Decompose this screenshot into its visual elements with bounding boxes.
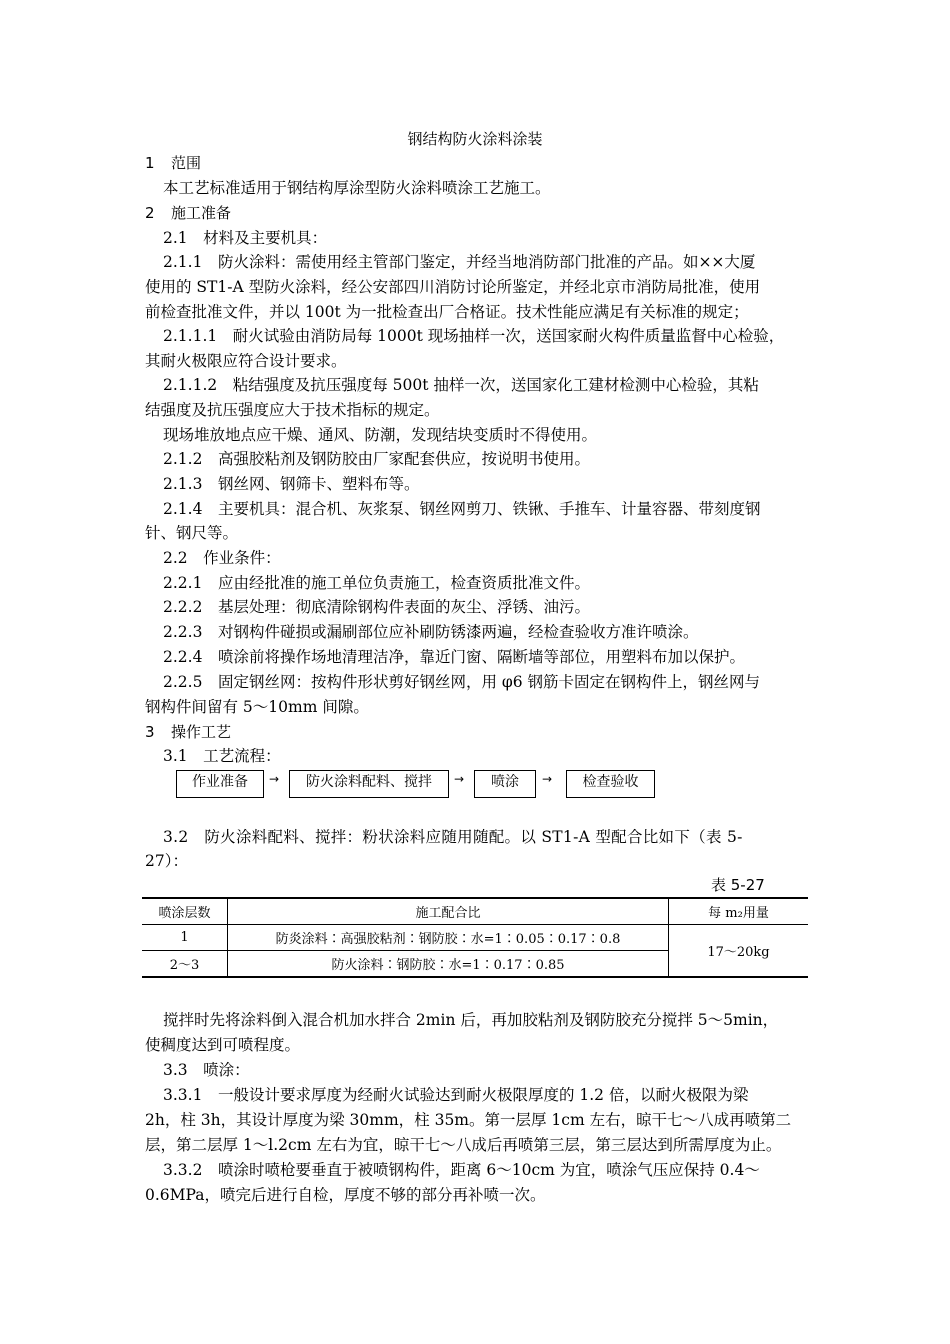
table-header-cell: 喷涂层数	[142, 898, 228, 925]
paragraph: 2.2.2 基层处理：彻底清除钢构件表面的灰尘、浮锈、油污。	[163, 598, 590, 616]
paragraph: 0.6MPa，喷完后进行自检，厚度不够的部分再补喷一次。	[145, 1186, 546, 1204]
paragraph: 使稠度达到可喷程度。	[145, 1036, 301, 1054]
subsection-heading: 3.1 工艺流程：	[163, 747, 281, 765]
paragraph: 2.1.2 高强胶粘剂及钢防胶由厂家配套供应，按说明书使用。	[163, 450, 590, 468]
paragraph: 其耐火极限应符合设计要求。	[145, 352, 347, 370]
table-cell: 防火涂料∶钢防胶∶水=1∶0.17∶0.85	[228, 951, 669, 978]
paragraph: 现场堆放地点应干燥、通风、防潮，发现结块变质时不得使用。	[163, 426, 598, 444]
paragraph: 2.1.3 钢丝网、钢筛卡、塑料布等。	[163, 475, 420, 493]
paragraph: 搅拌时先将涂料倒入混合机加水拌合 2min 后，再加胶粘剂及钢防胶充分搅拌 5～5min，	[163, 1011, 779, 1029]
paragraph: 使用的 ST1-A 型防火涂料，经公安部四川消防讨论所鉴定，并经北京市消防局批准，使用	[145, 278, 761, 296]
arrow-right-icon: →	[454, 772, 465, 786]
paragraph: 2.2.5 固定钢丝网：按构件形状剪好钢丝网，用 φ6 钢筋卡固定在钢构件上，钢丝网与	[163, 673, 761, 691]
flow-step: 检查验收	[566, 770, 655, 798]
mix-ratio-table	[142, 897, 808, 978]
document-title: 钢结构防火涂料涂装	[407, 130, 543, 148]
paragraph: 针、钢尺等。	[145, 524, 239, 542]
paragraph: 3.3.2 喷涂时喷枪要垂直于被喷钢构件，距离 6～10cm 为宜，喷涂气压应保持 0.4～	[163, 1161, 760, 1179]
subsection-heading: 3.3 喷涂：	[163, 1061, 250, 1079]
flow-step: 作业准备	[176, 770, 264, 798]
paragraph: 2.1.1 防火涂料：需使用经主管部门鉴定，并经当地消防部门批准的产品。如××大厦	[163, 253, 756, 271]
paragraph: 2h，柱 3h，其设计厚度为梁 30mm，柱 35m。第一层厚 1cm 左右，晾干七～八成再喷第二	[145, 1111, 792, 1129]
paragraph: 2.2.3 对钢构件碰损或漏刷部位应补刷防锈漆两遍，经检查验收方准许喷涂。	[163, 623, 699, 641]
section-heading-1: 1 范围	[145, 154, 202, 172]
table-cell: 17～20kg	[669, 925, 809, 978]
paragraph: 2.2.1 应由经批准的施工单位负责施工，检查资质批准文件。	[163, 574, 590, 592]
paragraph: 结强度及抗压强度应大于技术指标的规定。	[145, 401, 440, 419]
section-heading-2: 2 施工准备	[145, 204, 232, 222]
paragraph: 本工艺标准适用于钢结构厚涂型防火涂料喷涂工艺施工。	[163, 179, 551, 197]
subsection-heading: 2.2 作业条件：	[163, 549, 281, 567]
table-caption: 表 5-27	[711, 876, 765, 894]
table-cell: 1	[142, 925, 228, 951]
table-cell: 防炎涂料∶高强胶粘剂∶钢防胶∶水=1∶0.05∶0.17∶0.8	[228, 925, 669, 951]
arrow-right-icon: →	[542, 772, 553, 786]
table-header-cell: 施工配合比	[228, 898, 669, 925]
flow-step: 喷涂	[474, 770, 536, 798]
subsection-heading: 2.1 材料及主要机具：	[163, 229, 328, 247]
paragraph: 层，第二层厚 1～l.2cm 左右为宜，晾干七～八成后再喷第三层，第三层达到所需厚度为止。	[145, 1136, 782, 1154]
paragraph: 前检查批准文件，并以 100t 为一批检查出厂合格证。技术性能应满足有关标准的规定；	[145, 303, 749, 321]
table-row	[142, 925, 808, 951]
paragraph: 2.2.4 喷涂前将操作场地清理洁净，靠近门窗、隔断墙等部位，用塑料布加以保护。	[163, 648, 745, 666]
arrow-right-icon: →	[269, 772, 280, 786]
paragraph: 3.3.1 一般设计要求厚度为经耐火试验达到耐火极限厚度的 1.2 倍，以耐火极限为梁	[163, 1086, 749, 1104]
section-heading-3: 3 操作工艺	[145, 723, 232, 741]
paragraph: 2.1.4 主要机具：混合机、灰浆泵、钢丝网剪刀、铁锹、手推车、计量容器、带刻度钢	[163, 500, 761, 518]
table-cell: 2～3	[142, 951, 228, 978]
paragraph: 2.1.1.1 耐火试验由消防局每 1000t 现场抽样一次，送国家耐火构件质量监督中心检验，	[163, 327, 785, 345]
paragraph: 27）：	[145, 852, 188, 870]
flow-step: 防火涂料配料、搅拌	[289, 770, 449, 798]
table-header-row	[142, 898, 808, 925]
paragraph: 2.1.1.2 粘结强度及抗压强度每 500t 抽样一次，送国家化工建材检测中心检验，其粘	[163, 376, 759, 394]
table-header-cell: 每 m₂用量	[669, 898, 809, 925]
paragraph: 3.2 防火涂料配料、搅拌：粉状涂料应随用随配。以 ST1-A 型配合比如下（表 5-	[163, 828, 743, 846]
paragraph: 钢构件间留有 5～10mm 间隙。	[145, 698, 369, 716]
